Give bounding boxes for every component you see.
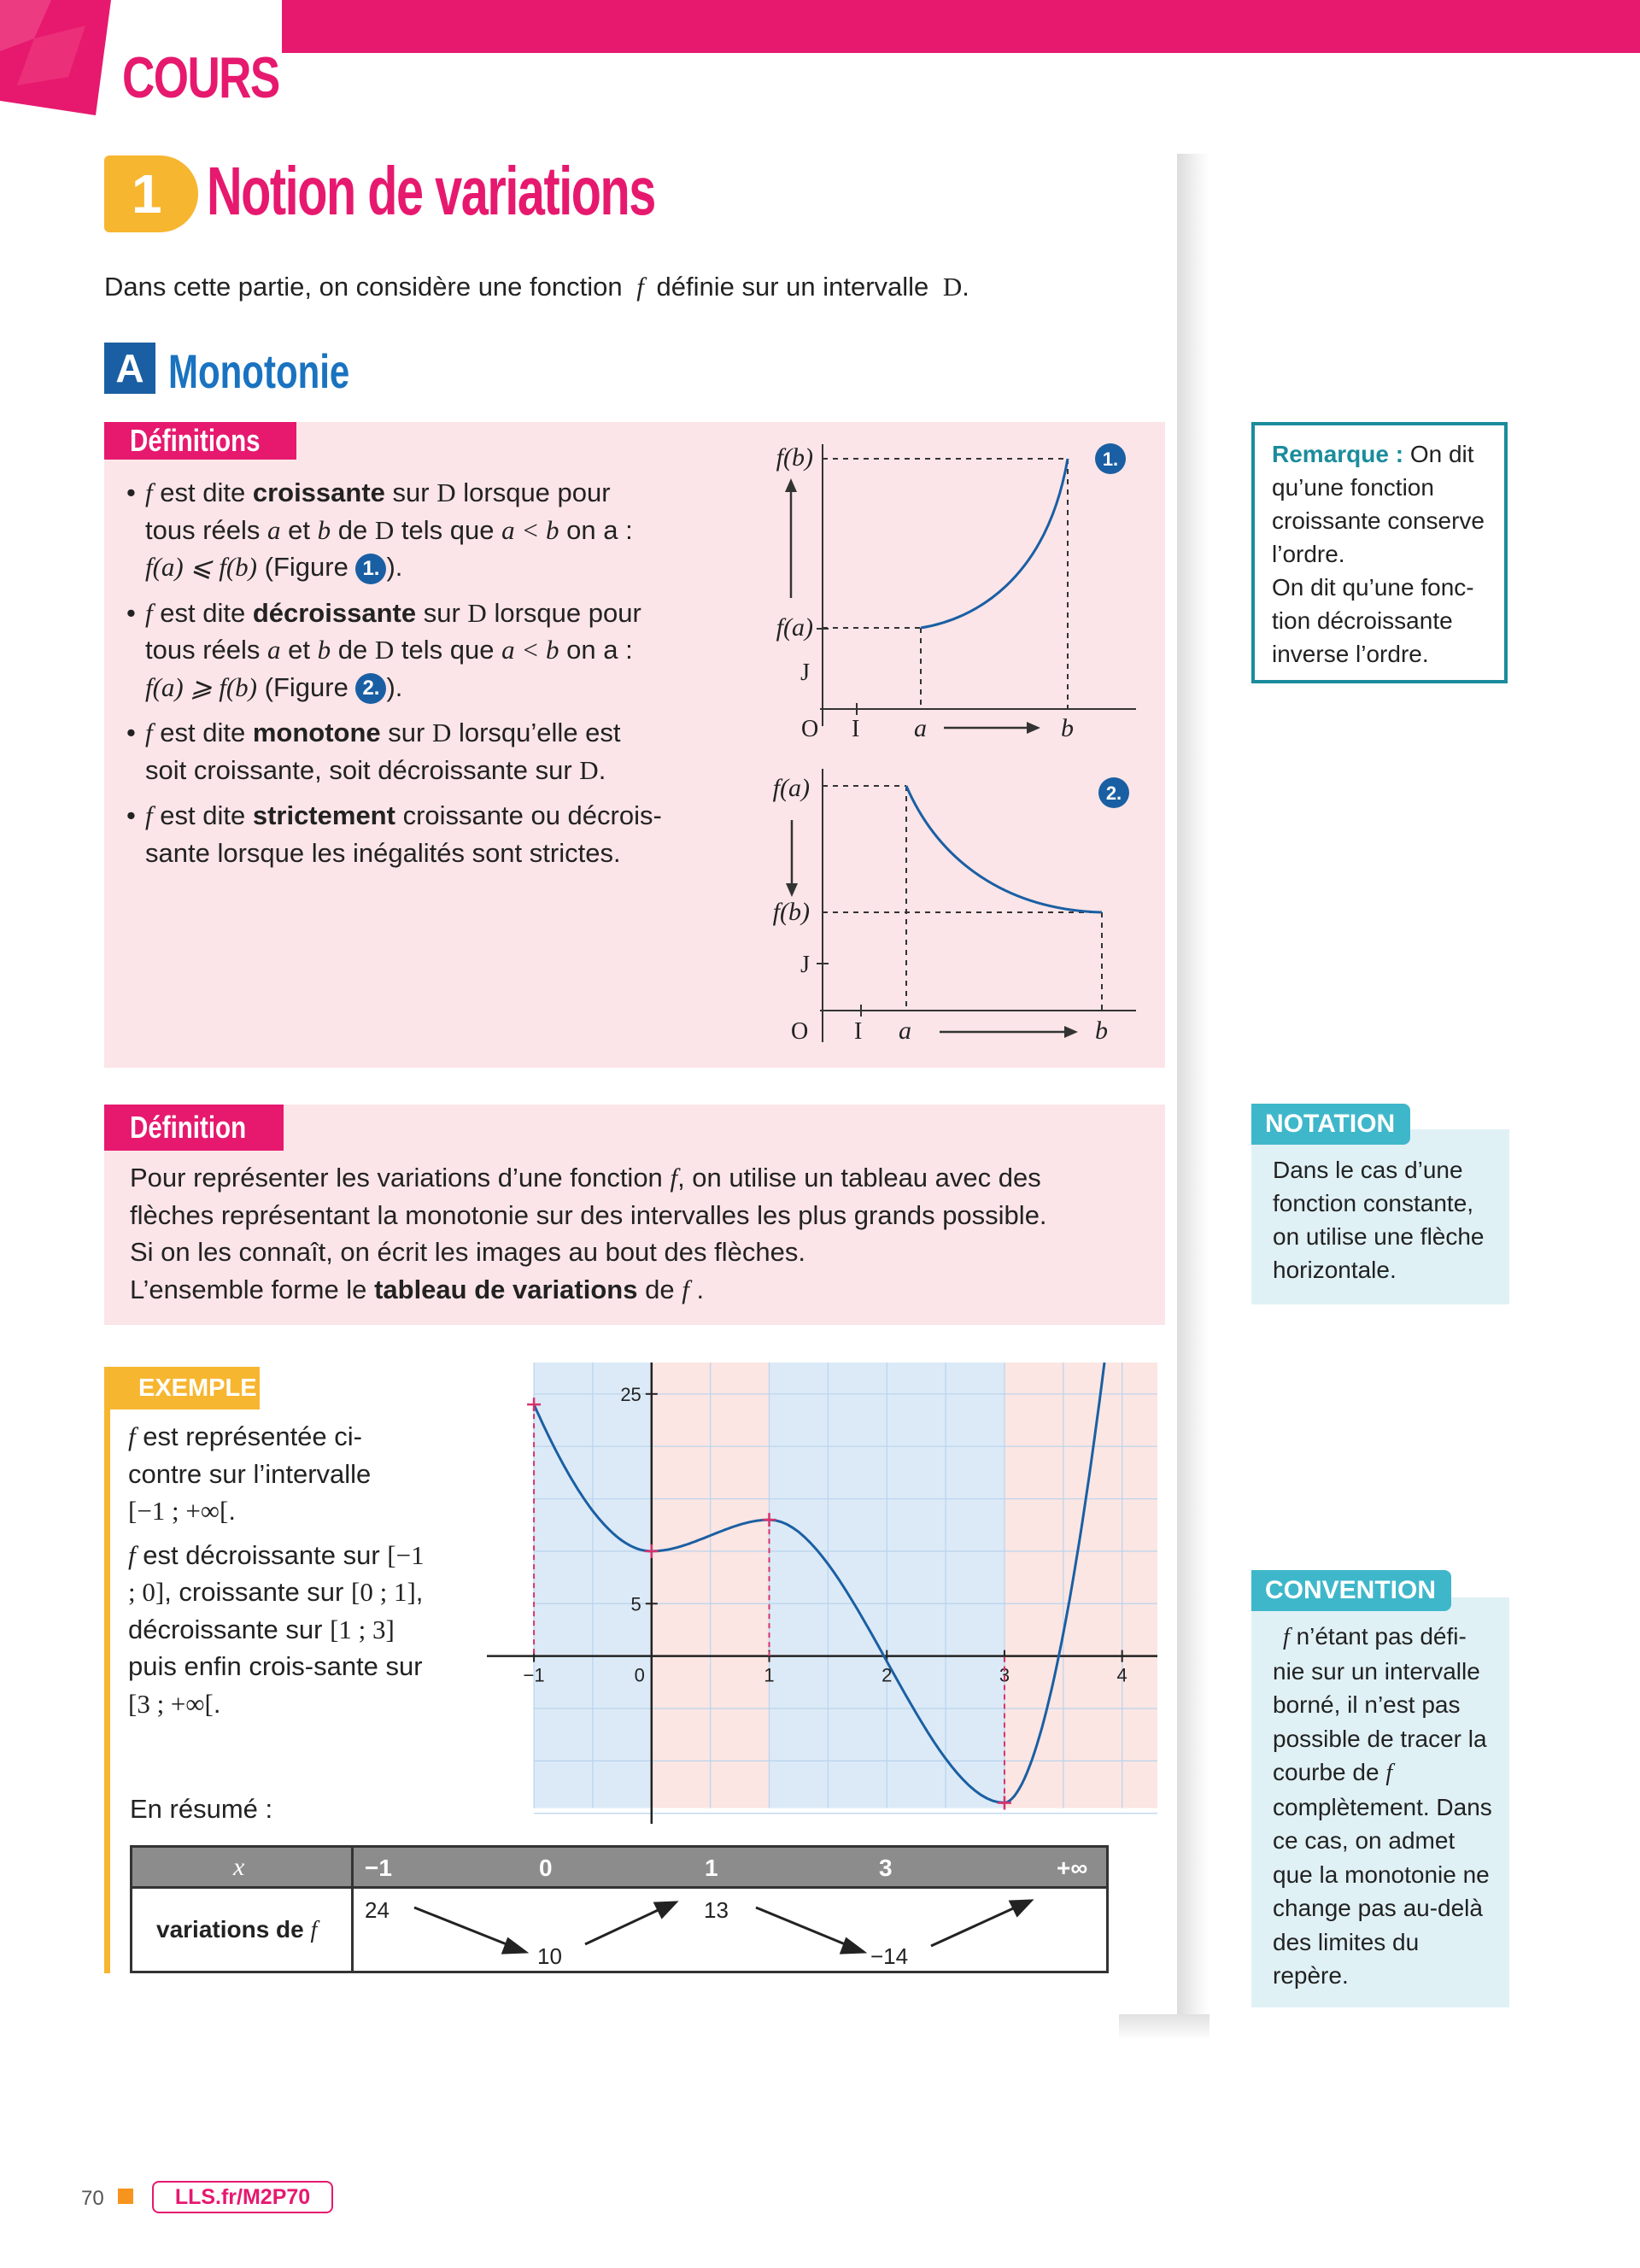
figure-2-O-label: O — [791, 1018, 809, 1045]
definitions-tag: Définitions — [104, 422, 296, 460]
variation-table-header — [132, 1848, 1106, 1886]
figure-2-a-label: a — [899, 1017, 911, 1045]
section-label: COURS — [122, 45, 279, 110]
variation-table-x-value: 0 — [539, 1855, 553, 1881]
figure-1-I-label: I — [852, 716, 860, 742]
header-corner-decoration — [0, 0, 111, 115]
variation-table-row-label: variations de f — [156, 1916, 318, 1943]
figure-2-decreasing — [752, 760, 1162, 1059]
figure-1-O-label: O — [801, 716, 819, 742]
definition-item-strictement: • f est dite strictement croissante ou décrois- sante lorsque les inégalités sont strictes. — [128, 797, 709, 871]
figure-1-fb-label: f(b) — [776, 443, 813, 472]
example-tag: EXEMPLE — [104, 1367, 260, 1409]
header-band — [282, 0, 1640, 53]
chart-x-tick-label: −1 — [523, 1664, 545, 1686]
figure-2-fa-label: f(a) — [772, 774, 810, 802]
figure-1-badge: 1. — [1102, 448, 1119, 470]
chart-x-tick-label: 3 — [999, 1664, 1010, 1686]
subsection-letter: A — [104, 343, 155, 394]
definition-text: Pour représenter les variations d’une fonction f, on utilise un tableau avec des flèches représentant la monotonie sur des intervalles les plus grands possible. Si on les connaît, on écrit les images au bout des flèches. L’ensemble forme le tableau de variations de f . — [130, 1163, 1047, 1304]
example-bar — [104, 1367, 110, 1973]
variation-table-x-value: +∞ — [1057, 1855, 1088, 1881]
figure-1-increasing — [752, 427, 1162, 752]
notation-tag: NOTATION — [1251, 1104, 1410, 1145]
example-chart — [487, 1363, 1157, 1824]
convention-tag: CONVENTION — [1251, 1570, 1451, 1611]
page-shadow — [1177, 154, 1210, 2016]
figure-1-a-label: a — [914, 714, 927, 742]
notation-text: Dans le cas d’une fonction constante, on utilise une flèche horizontale. — [1273, 1157, 1485, 1283]
example-text: f est représentée ci-contre sur l’intervalle [−1 ; +∞[. f est décroissante sur [−1 ; 0], croissante sur [0 ; 1], décroissante sur [1 ; 3] puis enfin crois-sante sur [3 ; +∞[. — [128, 1421, 425, 1719]
figure-ref-badge: 1. — [355, 554, 386, 584]
variation-table-x-value: −1 — [365, 1855, 392, 1881]
remark-box: Remarque : On dit qu’une fonction croissante conserve l’ordre. On dit qu’une fonc-tion décroissante inverse l’ordre. — [1251, 422, 1508, 683]
section-title: Notion de variations — [207, 153, 655, 229]
chart-x-tick-label: 2 — [882, 1664, 893, 1686]
definition-item-croissante: • f est dite croissante sur D lorsque pour tous réels a et b de D tels que a < b on a : f(a) ⩽ f(b) (Figure 1. ). — [128, 474, 709, 586]
figure-ref-badge: 2. — [355, 673, 386, 704]
chart-y-tick-label: 25 — [620, 1383, 641, 1405]
footer-link[interactable]: LLS.fr/M2P70 — [152, 2181, 333, 2213]
variation-table-x-value: 3 — [879, 1855, 893, 1881]
figure-2-J-label: J — [800, 952, 810, 978]
chart-band — [1004, 1363, 1157, 1808]
figure-1-b-label: b — [1061, 714, 1074, 742]
variation-table — [130, 1845, 1109, 1973]
variation-table-x-label: x — [233, 1853, 245, 1881]
variation-value-min: −14 — [870, 1943, 909, 1969]
figure-2-badge: 2. — [1105, 782, 1122, 804]
figure-2-fb-label: f(b) — [772, 898, 810, 926]
summary-label: En résumé : — [130, 1794, 273, 1824]
definition-tag: Définition — [104, 1105, 284, 1151]
definition-item-monotone: • f est dite monotone sur D lorsqu’elle est soit croissante, soit décroissante sur D. — [128, 714, 709, 788]
page-shadow-bottom — [1119, 2014, 1210, 2040]
definition-item-decroissante: • f est dite décroissante sur D lorsque pour tous réels a et b de D tels que a < b on a : f(a) ⩾ f(b) (Figure 2. ). — [128, 595, 709, 706]
intro-text: Dans cette partie, on considère une fonction f définie sur un intervalle D. — [104, 272, 969, 302]
chart-y-tick-label: 5 — [630, 1593, 641, 1615]
subsection-title: Monotonie — [168, 344, 350, 398]
variation-value-min: 10 — [537, 1943, 562, 1969]
page-number: 70 — [81, 2187, 104, 2210]
variation-table-x-value: 1 — [705, 1855, 718, 1881]
chart-x-tick-label: 0 — [634, 1664, 645, 1686]
variation-value-max: 24 — [365, 1897, 390, 1923]
footer-square — [118, 2189, 133, 2204]
definitions-list — [128, 474, 709, 880]
chart-x-tick-label: 4 — [1116, 1664, 1128, 1686]
figure-1-J-label: J — [800, 659, 810, 686]
variation-value-max: 13 — [704, 1897, 729, 1923]
figure-1-fa-label: f(a) — [776, 613, 813, 642]
variation-arrows — [132, 1886, 1106, 1972]
figure-2-b-label: b — [1095, 1017, 1108, 1045]
chart-x-tick-label: 1 — [764, 1664, 775, 1686]
section-number-badge: 1 — [104, 155, 198, 232]
convention-text: f n’étant pas défi-nie sur un intervalle borné, il n’est pas possible de tracer la courbe de f complètement. Dans ce cas, on admet que la monotonie ne change pas au-delà des limites du repère. — [1273, 1623, 1492, 1989]
figure-2-I-label: I — [854, 1018, 863, 1045]
